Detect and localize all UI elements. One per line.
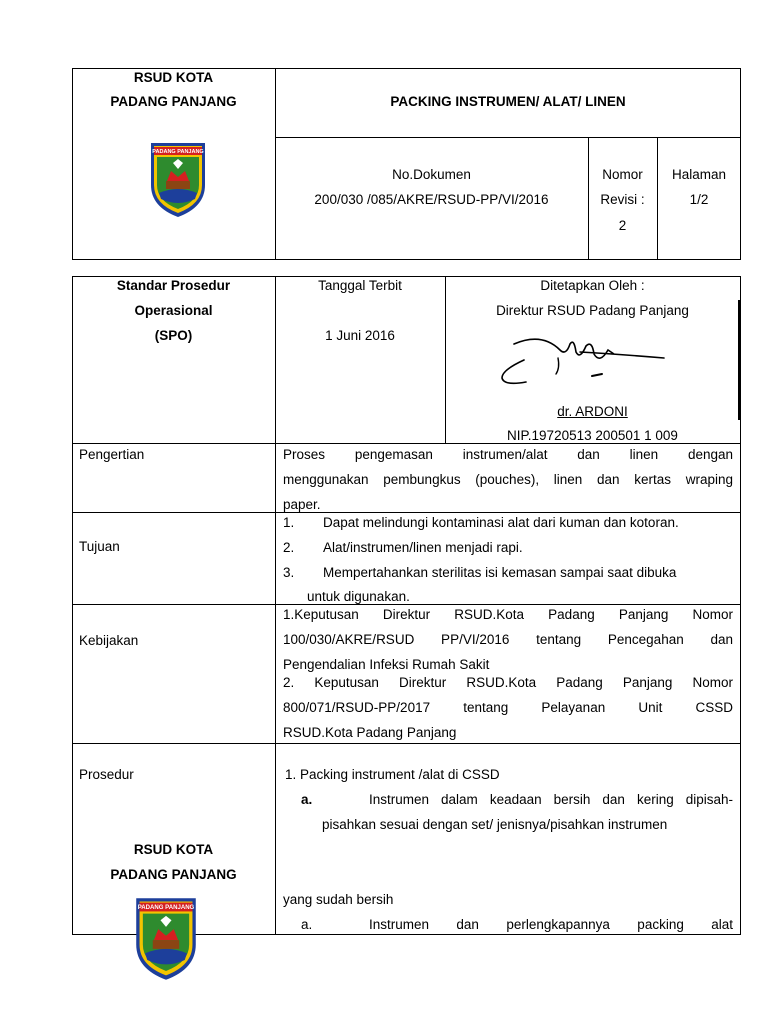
prosedur-b-marker: a.	[301, 917, 313, 932]
tujuan-item-num-1: 1.	[283, 515, 295, 530]
prosedur-a-marker: a.	[301, 792, 313, 807]
revision-label-2: Revisi :	[600, 192, 645, 207]
prosedur-a-line3: yang sudah bersih	[283, 892, 394, 907]
revision-label-1: Nomor	[602, 167, 643, 182]
tujuan-item-num-3: 3.	[283, 565, 295, 580]
spo-title-line2: Operasional	[134, 303, 213, 318]
kebijakan-2-line2: 800/071/RSUD-PP/2017 tentang Pelayanan Unit CSSD	[283, 700, 733, 715]
prosedur-label: Prosedur	[79, 767, 134, 782]
footer-org-line2: PADANG PANJANG	[110, 867, 237, 882]
tujuan-item-3-cont: untuk digunakan.	[307, 589, 410, 604]
prosedur-a-line2: pisahkan sesuai dengan set/ jenisnya/pisahkan instrumen	[322, 817, 668, 832]
footer-padang-panjang-seal	[133, 896, 199, 982]
footer-org-line1: RSUD KOTA	[133, 842, 214, 857]
footer-seal-banner-text: PADANG PANJANG	[137, 905, 195, 912]
director-title: Direktur RSUD Padang Panjang	[496, 303, 689, 318]
kebijakan-2-line3: RSUD.Kota Padang Panjang	[283, 725, 457, 740]
issue-date-label: Tanggal Terbit	[318, 278, 402, 293]
director-signature	[496, 330, 671, 392]
pengertian-line1: Proses pengemasan instrumen/alat dan linen dengan	[283, 447, 733, 462]
padang-panjang-seal	[149, 141, 207, 219]
tujuan-label: Tujuan	[79, 539, 120, 554]
prosedur-a-line1: Instrumen dalam keadaan bersih dan kering dipisah-	[369, 792, 733, 807]
set-by-label: Ditetapkan Oleh :	[540, 278, 645, 293]
spo-title-line3: (SPO)	[154, 328, 193, 343]
kebijakan-2-line1: 2. Keputusan Direktur RSUD.Kota Padang Panjang Nomor	[283, 675, 733, 690]
signer-nip: NIP.19720513 200501 1 009	[507, 428, 678, 443]
tujuan-item-2: Alat/instrumen/linen menjadi rapi.	[323, 540, 523, 555]
doc-number-label: No.Dokumen	[392, 167, 471, 182]
tujuan-item-num-2: 2.	[283, 540, 295, 555]
kebijakan-1-line3: Pengendalian Infeksi Rumah Sakit	[283, 657, 490, 672]
header-org-line1: RSUD KOTA	[133, 70, 214, 85]
signer-name: dr. ARDONI	[557, 404, 628, 419]
seal-banner-text: PADANG PANJANG	[152, 149, 204, 155]
header-org-line2: PADANG PANJANG	[110, 94, 237, 109]
pengertian-line2: menggunakan pembungkus (pouches), linen dan kertas wraping	[283, 472, 733, 487]
page-value: 1/2	[689, 192, 709, 207]
issue-date-value: 1 Juni 2016	[325, 328, 395, 343]
pengertian-line3: paper.	[283, 497, 321, 512]
tujuan-item-3: Mempertahankan sterilitas isi kemasan sampai saat dibuka	[323, 565, 677, 580]
doc-number-value: 200/030 /085/AKRE/RSUD-PP/VI/2016	[314, 192, 549, 207]
document-title: PACKING INSTRUMEN/ ALAT/ LINEN	[390, 94, 626, 109]
prosedur-step-1: 1. Packing instrument /alat di CSSD	[285, 767, 500, 782]
kebijakan-1-line2: 100/030/AKRE/RSUD PP/VI/2016 tentang Pencegahan dan	[283, 632, 733, 647]
prosedur-b-line1: Instrumen dan perlengkapannya packing alat	[369, 917, 733, 932]
tujuan-item-1: Dapat melindungi kontaminasi alat dari kuman dan kotoran.	[323, 515, 679, 530]
revision-value: 2	[618, 218, 627, 233]
page-label: Halaman	[671, 167, 727, 182]
spo-title-line1: Standar Prosedur	[116, 278, 231, 293]
kebijakan-label: Kebijakan	[79, 633, 139, 648]
pengertian-label: Pengertian	[79, 447, 145, 462]
kebijakan-1-line1: 1.Keputusan Direktur RSUD.Kota Padang Panjang Nomor	[283, 607, 733, 622]
